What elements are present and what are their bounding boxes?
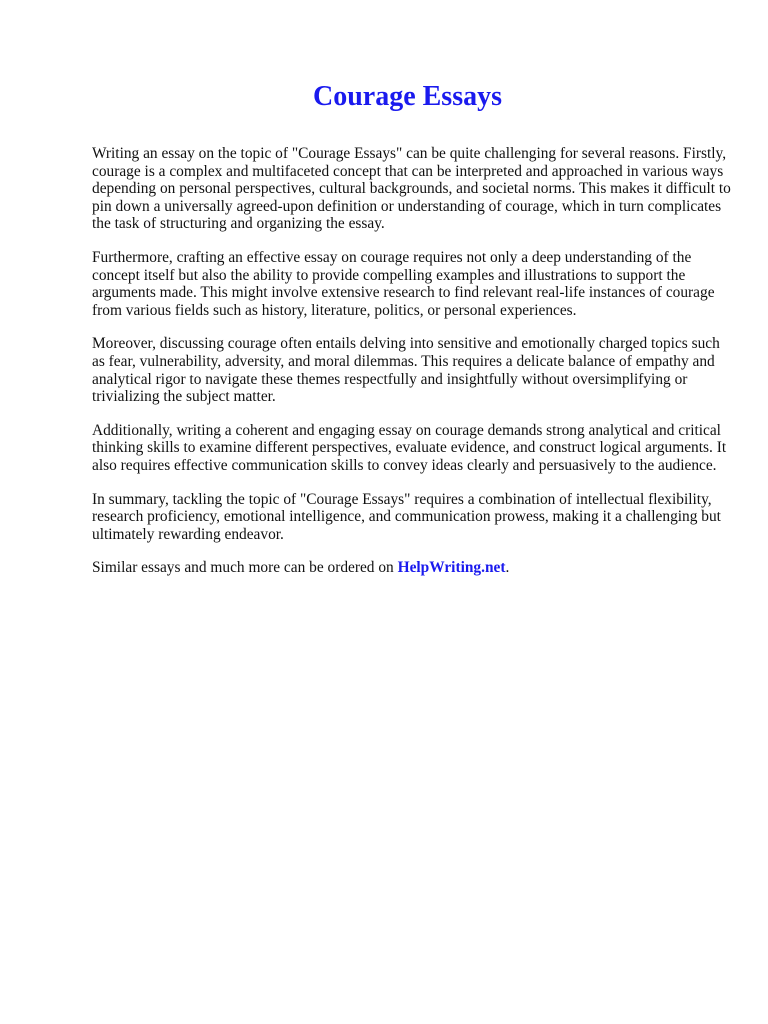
- paragraph-3: Moreover, discussing courage often entails delving into sensitive and emotionally charged topics such as fear, vulnerability, adversity, and moral dilemmas. This requires a delicate balance of empathy and analytical rigor to navigate these themes respectfully and insightfully without oversimplifying or trivializing the subject matter.: [92, 335, 720, 406]
- paragraph-2: Furthermore, crafting an effective essay on courage requires not only a deep understanding of the concept itself but also the ability to provide compelling examples and illustrations to support the arguments made. This might involve extensive research to find relevant real-life instances of courage from various fields such as history, literature, politics, or personal experiences.: [92, 248, 715, 319]
- helpwriting-link[interactable]: HelpWriting.net: [397, 559, 506, 577]
- order-line: [92, 559, 732, 577]
- order-line-suffix: .: [505, 559, 510, 577]
- paragraph-4: Additionally, writing a coherent and engaging essay on courage demands strong analytical and critical thinking skills to examine different perspectives, evaluate evidence, and construct logical arguments. It also requires effective communication skills to convey ideas clearly and persuasively to the audience.: [92, 421, 727, 474]
- paragraph-1: Writing an essay on the topic of "Courage Essays" can be quite challenging for several reasons. Firstly, courage is a complex and multifaceted concept that can be interpreted and approached in various ways depending on personal perspectives, cultural backgrounds, and societal norms. This makes it difficult to pin down a universally agreed-upon definition or understanding of courage, which in turn complicates the task of structuring and organizing the essay.: [92, 145, 731, 233]
- order-line-prefix: Similar essays and much more can be ordered on: [92, 559, 394, 577]
- essay-body: [92, 145, 732, 577]
- paragraph-5: In summary, tackling the topic of "Courage Essays" requires a combination of intellectual flexibility, research proficiency, emotional intelligence, and communication prowess, making it a challenging but ultimately rewarding endeavor.: [92, 490, 721, 543]
- page-title: Courage Essays: [312, 81, 502, 112]
